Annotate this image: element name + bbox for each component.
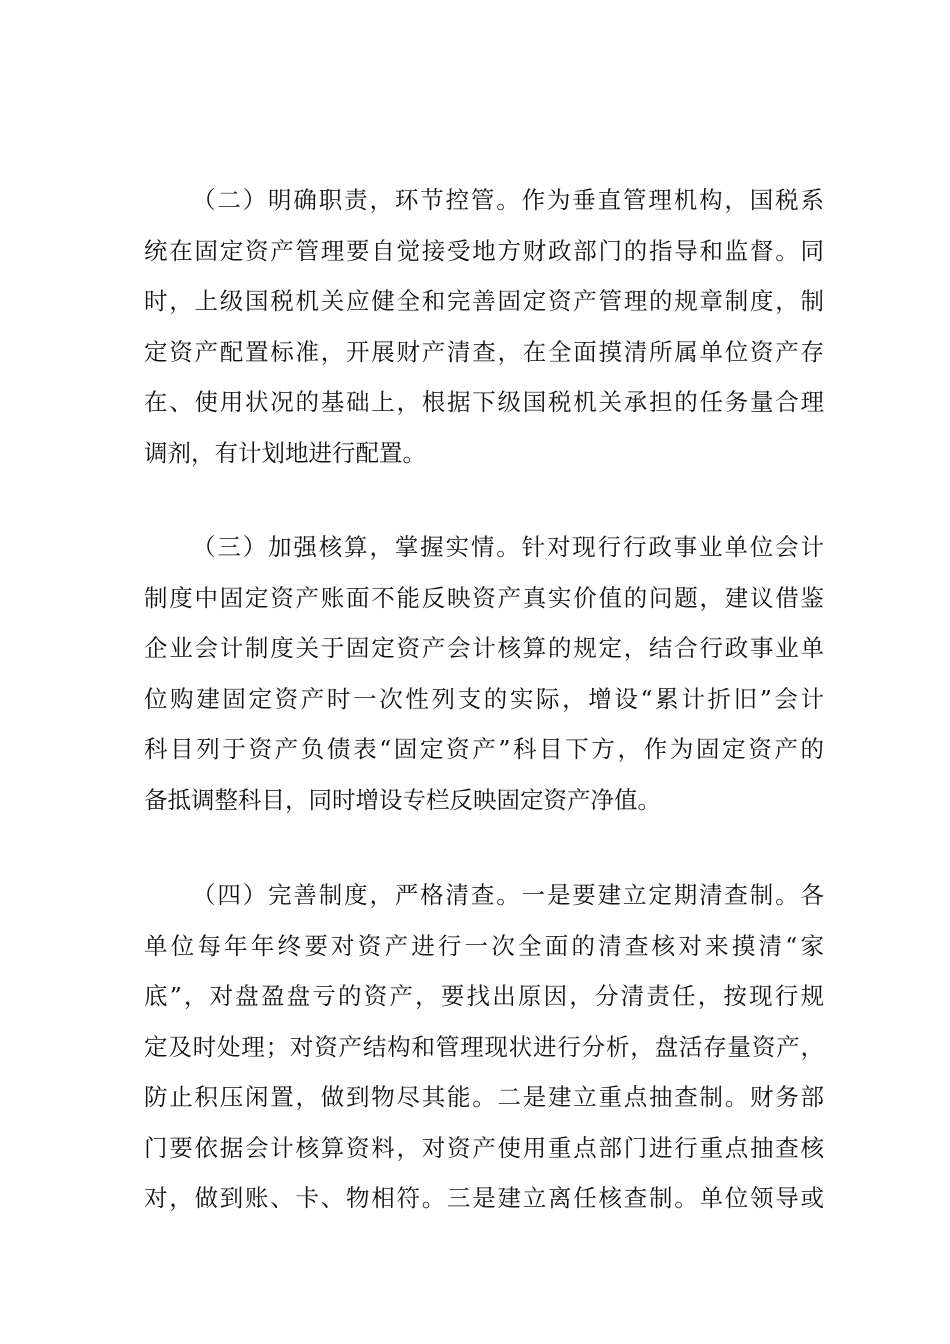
paragraph-line: 定及时处理；对资产结构和管理现状进行分析，盘活存量资产， <box>144 1032 824 1061</box>
paragraph-3-strengthen-accounting <box>144 522 824 825</box>
paragraph-line: 防止积压闲置，做到物尽其能。二是建立重点抽查制。财务部 <box>144 1083 824 1111</box>
paragraph-line: 时，上级国税机关应健全和完善固定资产管理的规章制度，制 <box>144 287 824 315</box>
paragraph-line: 科目列于资产负债表“固定资产”科目下方，作为固定资产的 <box>144 735 824 763</box>
paragraph-line: 制度中固定资产账面不能反映资产真实价值的问题，建议借鉴 <box>144 583 824 612</box>
paragraph-line: （四）完善制度，严格清查。一是要建立定期清查制。各 <box>192 881 824 909</box>
paragraph-2-clear-responsibilities <box>144 175 824 478</box>
paragraph-line: 门要依据会计核算资料，对资产使用重点部门进行重点抽查核 <box>144 1133 824 1162</box>
paragraph-line: （二）明确职责，环节控管。作为垂直管理机构，国税系 <box>192 186 824 214</box>
paragraph-line: 位购建固定资产时一次性列支的实际，增设“累计折旧”会计 <box>144 684 824 713</box>
paragraph-line: 企业会计制度关于固定资产会计核算的规定，结合行政事业单 <box>144 634 824 662</box>
paragraph-line: 单位每年年终要对资产进行一次全面的清查核对来摸清“家 <box>144 931 824 960</box>
paragraph-line: 在、使用状况的基础上，根据下级国税机关承担的任务量合理 <box>144 388 824 416</box>
paragraph-line: 统在固定资产管理要自觉接受地方财政部门的指导和监督。同 <box>144 236 824 265</box>
paragraph-line: 调剂，有计划地进行配置。 <box>144 438 426 467</box>
paragraph-line: （三）加强核算，掌握实情。针对现行行政事业单位会计 <box>192 533 824 561</box>
paragraph-line: 对，做到账、卡、物相符。三是建立离任核查制。单位领导或 <box>144 1184 824 1212</box>
paragraph-line: 定资产配置标准，开展财产清查，在全面摸清所属单位资产存 <box>144 337 824 366</box>
paragraph-line: 备抵调整科目，同时增设专栏反映固定资产净值。 <box>144 785 661 814</box>
paragraph-4-improve-system <box>144 870 824 1224</box>
paragraph-line: 底”，对盘盈盘亏的资产，要找出原因，分清责任，按现行规 <box>144 982 824 1010</box>
